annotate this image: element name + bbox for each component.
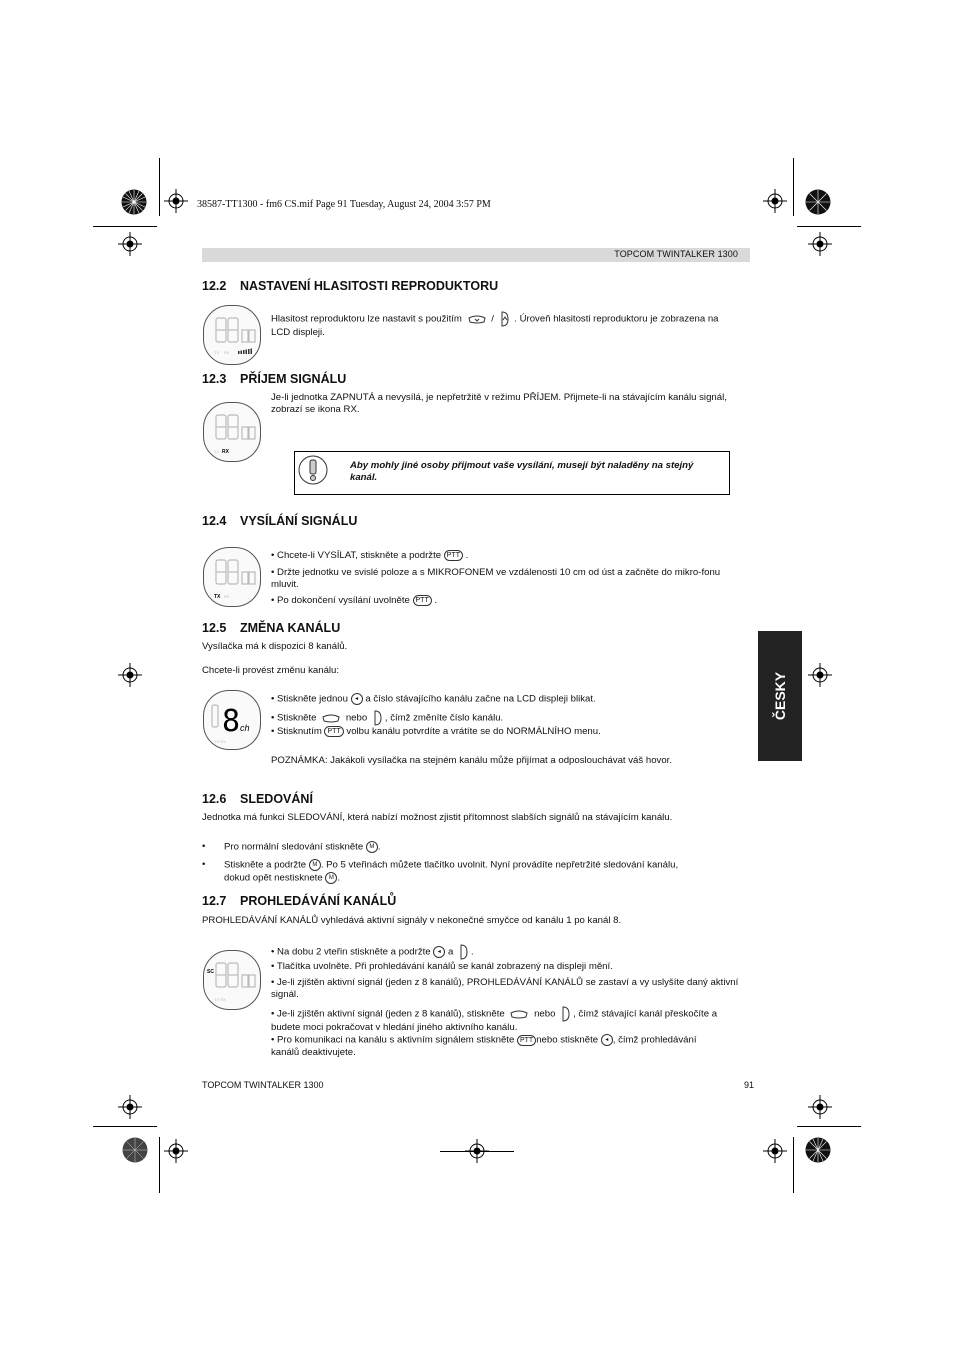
lcd-scan-illustration xyxy=(203,950,261,1010)
section-12-7-bullet-2: • Tlačítka uvolněte. Při prohledávání kanálů se kanál zobrazený na displeji mění. xyxy=(271,961,613,972)
registration-crosshair-icon xyxy=(763,189,787,213)
section-12-6-bullet-1: Pro normální sledování stiskněte M . xyxy=(224,841,381,853)
svg-text:TX RX: TX RX xyxy=(214,997,226,1002)
section-12-4-bullet-2: • Držte jednotku ve svislé poloze a s MIKROFONEM ve vzdálenosti 10 cm od úst a začněte do mikro-fonu mluvit. xyxy=(271,567,721,590)
monitor-button-icon: M xyxy=(366,841,378,853)
ptt-button-icon: PTT xyxy=(517,1035,536,1046)
crop-mark xyxy=(93,1126,157,1127)
section-title-12-2: 12.2 NASTAVENÍ HLASITOSTI REPRODUKTORU xyxy=(202,279,499,293)
crop-mark xyxy=(159,1137,160,1193)
warning-icon xyxy=(298,455,328,485)
section-12-5-p1: Vysílačka má k dispozici 8 kanálů. xyxy=(202,641,348,652)
svg-text:TX: TX xyxy=(214,350,220,355)
svg-text:SC: SC xyxy=(207,969,214,975)
lcd-volume-illustration xyxy=(203,305,261,365)
section-12-4-bullet-1: • Chcete-li VYSÍLAT, stiskněte a podržte PTT . xyxy=(271,550,469,562)
language-tab: ČESKY xyxy=(758,631,802,761)
section-12-7-p1: PROHLEDÁVÁNÍ KANÁLŮ vyhledává aktivní signály v nekonečné smyčce od kanálu 1 po kanál 8. xyxy=(202,915,622,926)
registration-starburst-icon xyxy=(121,189,147,215)
section-title-12-4: 12.4 VYSÍLÁNÍ SIGNÁLU xyxy=(202,514,358,528)
section-title-12-5: 12.5 ZMĚNA KANÁLU xyxy=(202,621,341,635)
monitor-button-icon: M xyxy=(325,872,337,884)
menu-button-icon: ◂ xyxy=(433,946,445,958)
crop-mark xyxy=(797,226,861,227)
crop-mark xyxy=(793,1137,794,1193)
svg-text:RX: RX xyxy=(224,350,230,355)
registration-crosshair-icon xyxy=(808,232,832,256)
up-button-icon xyxy=(459,944,468,960)
section-12-6-p1: Jednotka má funkci SLEDOVÁNÍ, která nabízí možnost zjistit přítomnost slabších signálů na stávajícím kanálu. xyxy=(202,812,673,823)
registration-crosshair-icon xyxy=(118,663,142,687)
lcd-channel-illustration xyxy=(203,690,261,750)
registration-starburst-icon xyxy=(805,1137,831,1163)
footer-title: TOPCOM TWINTALKER 1300 xyxy=(202,1080,324,1090)
registration-crosshair-icon xyxy=(808,1095,832,1119)
registration-crosshair-icon xyxy=(118,1095,142,1119)
section-12-7-bullet-5: • Pro komunikaci na kanálu s aktivním signálem stiskněte PTT nebo stiskněte ◂ , čímž prohledávání kanálů deaktivujete. xyxy=(271,1034,697,1058)
section-12-7-bullet-3: • Je-li zjištěn aktivní signál (jeden z 8 kanálů), PROHLEDÁVÁNÍ KANÁLŮ se zastaví a vy uslyšíte daný aktivní signál. xyxy=(271,977,739,1000)
ptt-button-icon: PTT xyxy=(413,595,432,606)
page-number: 91 xyxy=(744,1080,755,1090)
svg-text:8: 8 xyxy=(222,704,241,739)
crop-mark xyxy=(797,1126,861,1127)
down-button-icon xyxy=(322,714,340,723)
section-12-3-text: Je-li jednotka ZAPNUTÁ a nevysílá, je nepřetržitě v režimu PŘÍJEM. Přijmete-li na stávajícím kanálu signál, zobrazí se ikona RX. xyxy=(271,392,727,415)
section-title-12-3: 12.3 PŘÍJEM SIGNÁLU xyxy=(202,372,347,386)
header-bar xyxy=(202,248,750,262)
svg-text:TX: TX xyxy=(214,594,221,600)
section-12-7-bullet-1: • Na dobu 2 vteřin stiskněte a podržte ◂ a . xyxy=(271,944,749,960)
lcd-rx-illustration xyxy=(203,402,261,462)
menu-button-icon: ◂ xyxy=(351,693,363,705)
down-button-icon xyxy=(510,1010,528,1019)
menu-button-icon: ◂ xyxy=(601,1034,613,1046)
up-button-icon xyxy=(561,1006,570,1022)
bullet-dot: • xyxy=(202,859,206,870)
note-text: Aby mohly jiné osoby přijmout vaše vysílání, musejí být naladěny na stejný kanál. xyxy=(350,460,694,483)
svg-text:TX RX: TX RX xyxy=(214,739,226,744)
ptt-button-icon: PTT xyxy=(324,726,343,737)
crop-mark xyxy=(440,1151,514,1152)
monitor-button-icon: M xyxy=(309,859,321,871)
up-button-icon xyxy=(500,311,509,327)
registration-crosshair-icon xyxy=(164,1139,188,1163)
ptt-button-icon: PTT xyxy=(444,550,463,561)
bullet-dot: • xyxy=(202,841,206,852)
section-title-12-6: 12.6 SLEDOVÁNÍ xyxy=(202,792,313,806)
header-title: TOPCOM TWINTALKER 1300 xyxy=(614,249,738,259)
section-12-5-bullet-1: • Stiskněte jednou ◂ a číslo stávajícího kanálu začne na LCD displeji blikat. xyxy=(271,693,596,705)
section-12-5-note: POZNÁMKA: Jakákoli vysílačka na stejném kanálu může přijímat a odposlouchávat váš hovor. xyxy=(271,755,672,766)
svg-text:TX: TX xyxy=(214,449,220,454)
crop-mark xyxy=(159,158,160,216)
section-12-5-bullet-3: • Stisknutím PTT volbu kanálu potvrdíte a vrátíte se do NORMÁLNÍHO menu. xyxy=(271,726,601,738)
registration-starburst-icon xyxy=(122,1137,148,1163)
registration-crosshair-icon xyxy=(808,663,832,687)
down-button-icon xyxy=(468,315,486,324)
svg-text:RX: RX xyxy=(224,594,230,599)
registration-starburst-icon xyxy=(805,189,831,215)
svg-text:ch: ch xyxy=(240,723,250,733)
lcd-tx-illustration xyxy=(203,547,261,607)
svg-text:RX: RX xyxy=(222,449,229,455)
file-info: 38587-TT1300 - fm6 CS.mif Page 91 Tuesday, August 24, 2004 3:57 PM xyxy=(197,199,491,210)
section-12-5-bullet-2: • Stiskněte nebo , čímž změníte číslo kanálu. xyxy=(271,710,749,726)
up-button-icon xyxy=(373,710,382,726)
registration-crosshair-icon xyxy=(118,232,142,256)
registration-crosshair-icon xyxy=(164,189,188,213)
section-title-12-7: 12.7 PROHLEDÁVÁNÍ KANÁLŮ xyxy=(202,894,397,908)
section-12-5-p2: Chcete-li provést změnu kanálu: xyxy=(202,665,340,676)
section-12-4-bullet-3: • Po dokončení vysílání uvolněte PTT . xyxy=(271,595,438,607)
section-12-2-text: Hlasitost reproduktoru lze nastavit s použitím / . Úroveň hlasitosti reproduktoru je zobrazena na LCD displeji. xyxy=(271,311,749,339)
crop-mark xyxy=(793,158,794,216)
section-12-6-bullet-2: Stiskněte a podržte M . Po 5 vteřinách můžete tlačítko uvolnit. Nyní provádíte nepřetržité sledování kanálu, dokud opět nestisknete M . xyxy=(224,859,679,884)
registration-crosshair-icon xyxy=(763,1139,787,1163)
section-12-7-bullet-4: • Je-li zjištěn aktivní signál (jeden z 8 kanálů), stiskněte nebo , čímž stávající kanál přeskočíte a budete moci pokračovat v hledání jiného aktivního kanálu. xyxy=(271,1006,749,1034)
crop-mark xyxy=(93,226,157,227)
